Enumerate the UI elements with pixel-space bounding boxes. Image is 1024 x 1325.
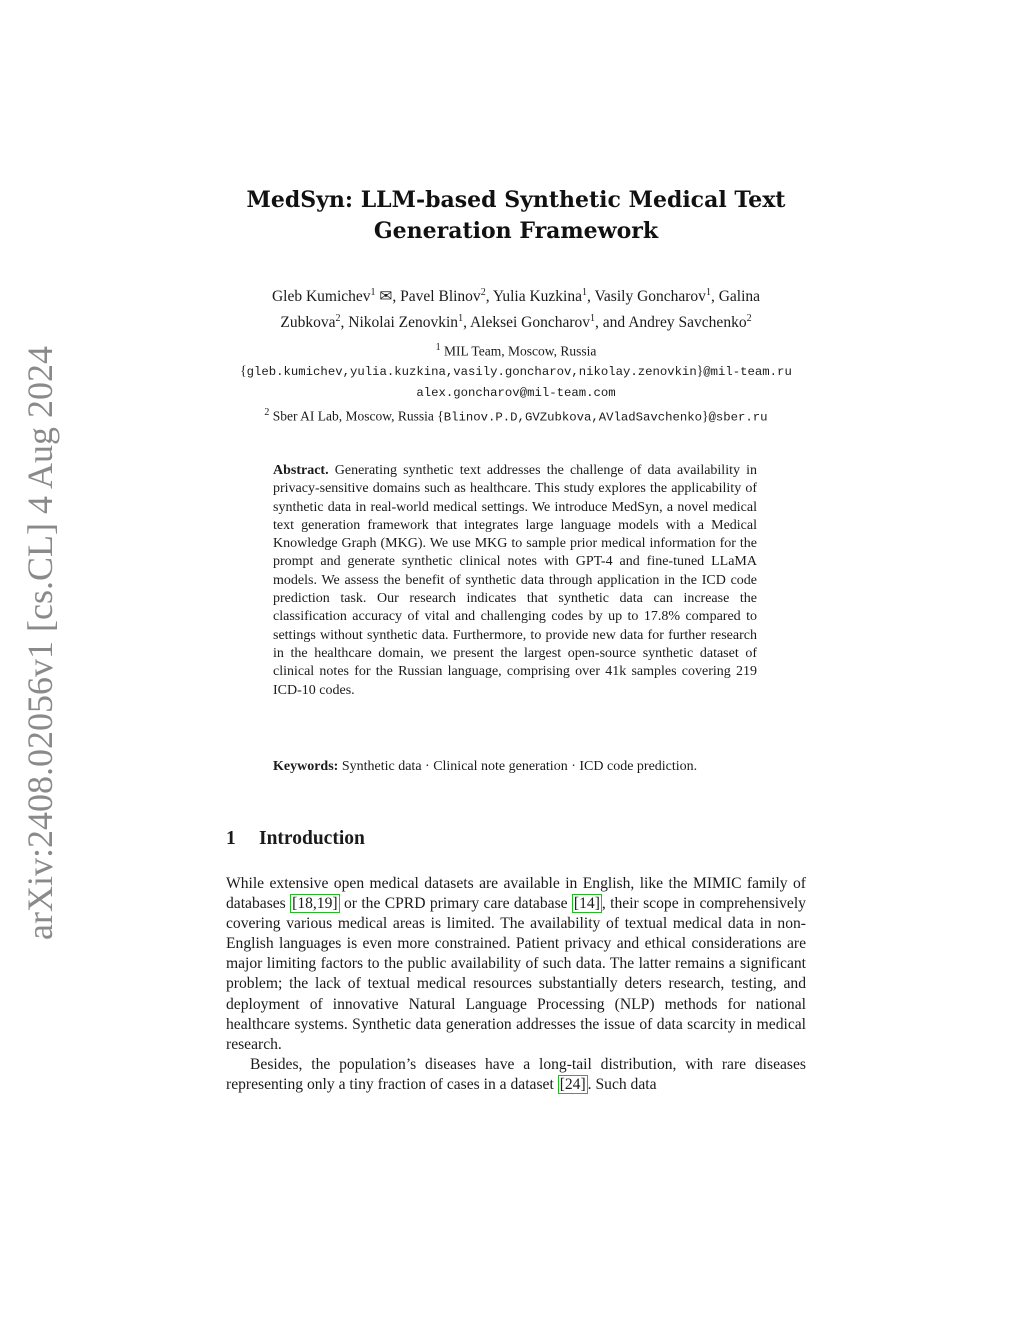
keywords: [273, 758, 757, 776]
affiliation-marker: 2: [335, 313, 341, 325]
citation-link[interactable]: [14]: [573, 895, 600, 913]
affiliation-marker: 1: [370, 287, 376, 298]
affiliation-marker: 1: [590, 313, 596, 325]
abstract: [273, 462, 757, 700]
affiliation-marker: 1: [705, 287, 711, 298]
envelope-icon[interactable]: ✉: [379, 288, 393, 306]
author-line-2: [226, 308, 806, 334]
affiliations: [226, 338, 806, 427]
affiliation-2: $^2$ Sber AI Lab, Moscow, Russia {Blinov.P.D,GVZubkova,AVladSavchenko}@sber.ru: [264, 406, 768, 424]
author-name: , and Andrey Savchenko: [595, 314, 747, 332]
citation-link[interactable]: [18,19]: [292, 895, 338, 913]
author-name: , Vasily Goncharov: [586, 288, 706, 306]
abstract-label: Abstract.: [273, 463, 329, 478]
author-name: Gleb Kumichev: [271, 288, 371, 306]
author-list: [226, 282, 806, 334]
affiliation-marker: 1: [458, 313, 464, 325]
author-name: , Yulia Kuzkina: [485, 288, 582, 306]
keywords-label: Keywords:: [273, 759, 339, 774]
email-domain: @mil-team.ru: [703, 364, 792, 379]
arxiv-sidebar-stamp: [14, 345, 66, 940]
title-line-1: MedSyn: LLM-based Synthetic Medical Text: [246, 187, 786, 213]
citation-link[interactable]: [24]: [559, 1075, 586, 1093]
section-title: Introduction: [259, 828, 365, 849]
title-line-2: Generation Framework: [373, 218, 659, 244]
author-name: , Galina: [710, 288, 761, 306]
affiliation-1-emails: {gleb.kumichev,yulia.kuzkina,vasily.goncharov,nikolay.zenovkin}@mil-team.ru: [240, 362, 792, 379]
section-heading: [226, 828, 806, 850]
paragraph: While extensive open medical datasets are available in English, like the MIMIC family of databases [18,19] or the CPRD primary care database [14] , their scope in comprehensively covering various medical areas is limited. The availability of textual medical data in non-English languages is even more constrained. Patient privacy and ethical considerations are major limiting factors to the public availability of such data. The latter remains a significant problem; the lack of textual medical resources substantially deters research, testing, and deployment of innovative Natural Language Processing (NLP) methods for national healthcare systems. Synthetic data generation addresses the issue of data scarcity in medical research.: [226, 875, 806, 1053]
email-link[interactable]: alex.goncharov@mil-team.com: [416, 385, 616, 400]
affiliation-1-email-2: [226, 382, 806, 403]
email-domain: @sber.ru: [708, 410, 768, 424]
author-name: Zubkova: [280, 314, 336, 332]
introduction-body: [226, 874, 806, 1095]
author-name: , Nikolai Zenovkin: [340, 314, 459, 332]
arxiv-id: arXiv:2408.02056v1 [cs.CL] 4 Aug 2024: [20, 345, 61, 940]
author-name: , Pavel Blinov: [392, 288, 481, 306]
affiliation-marker: 1: [581, 287, 587, 298]
paper-title: [226, 185, 806, 247]
affiliation-marker: 2: [746, 313, 752, 325]
paragraph: Besides, the population’s diseases have a long-tail distribution, with rare diseases representing only a tiny fraction of cases in a dataset [24] . Such data: [226, 1055, 806, 1093]
email-list[interactable]: Blinov.P.D,GVZubkova,AVladSavchenko: [443, 410, 703, 424]
author-line-1: [226, 282, 806, 308]
affiliation-marker: 2: [480, 287, 486, 298]
section-number: 1: [226, 828, 236, 849]
affiliation-1: $^1$ MIL Team, Moscow, Russia: [435, 342, 597, 359]
abstract-text: Generating synthetic text addresses the challenge of data availability in privacy-sensitive domains such as healthcare. This study explores the applicability of synthetic data in real-world medical settings. We introduce MedSyn, a novel medical text generation framework that integrates large language models with a Medical Knowledge Graph (MKG). We use MKG to sample prior medical information for the prompt and generate synthetic clinical notes with GPT-4 and fine-tuned LLaMA models. We assess the benefit of synthetic data through application in the ICD code prediction task. Our research indicates that synthetic data can increase the classification accuracy of vital and challenging codes by up to 17.8% compared to settings without synthetic data. Furthermore, to provide new data for further research in the healthcare domain, we present the largest open-source synthetic dataset of clinical notes for the Russian language, comprising over 41k samples covering 219 ICD-10 codes.: [273, 463, 758, 698]
keywords-text: Synthetic data · Clinical note generation · ICD code prediction.: [341, 759, 698, 774]
author-name: , Aleksei Goncharov: [463, 314, 591, 332]
email-list[interactable]: gleb.kumichev,yulia.kuzkina,vasily.goncharov,nikolay.zenovkin: [246, 364, 697, 379]
